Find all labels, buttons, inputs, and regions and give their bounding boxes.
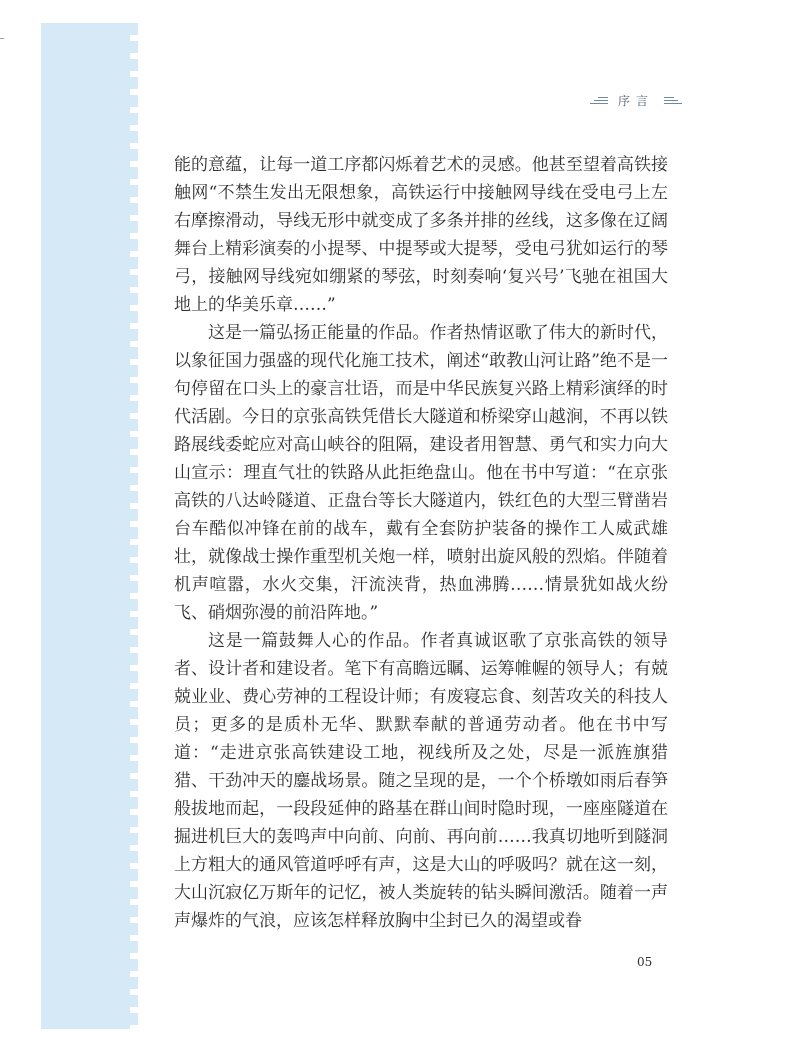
decorative-side-band xyxy=(41,23,130,1029)
paragraph-continued: 能的意蕴，让每一道工序都闪烁着艺术的灵感。他甚至望着高铁接触网“不禁生发出无限想象，高铁运行中接触网导线在受电弓上左右摩擦滑动，导线无形中就变成了多条并排的丝线，这多像在辽阔舞台上精彩演奏的小提琴、中提琴或大提琴，受电弓犹如运行的琴弓，接触网导线宛如绷紧的琴弦，时刻奏响‘复兴号’飞驰在祖国大地上的华美乐章……” xyxy=(174,155,668,315)
header-rule-left-icon xyxy=(590,97,608,104)
header-rule-right-icon xyxy=(664,97,682,104)
paragraph: 这是一篇弘扬正能量的作品。作者热情讴歌了伟大的新时代，以象征国力强盛的现代化施工技术，阐述“敢教山河让路”绝不是一句停留在口头上的豪言壮语，而是中华民族复兴路上精彩演绎的时代活剧。今日的京张高铁凭借长大隧道和桥梁穿山越涧，不再以铁路展线委蛇应对高山峡谷的阻隔，建设者用智慧、勇气和实力向大山宣示：理直气壮的铁路从此拒绝盘山。他在书中写道：“在京张高铁的八达岭隧道、正盘台等长大隧道内，铁红色的大型三臂凿岩台车酷似冲锋在前的战车，戴有全套防护装备的操作工人威武雄壮，就像战士操作重型机关炮一样，喷射出旋风般的烈焰。伴随着机声喧嚣，水火交集，汗流浃背，热血沸腾……情景犹如战火纷飞、硝烟弥漫的前沿阵地。” xyxy=(174,323,668,623)
section-title: 序言 xyxy=(618,93,655,108)
crop-mark xyxy=(0,38,4,39)
body-text xyxy=(174,151,668,935)
paragraph: 这是一篇鼓舞人心的作品。作者真诚讴歌了京张高铁的领导者、设计者和建设者。笔下有高瞻远瞩、运筹帷幄的领导人；有兢兢业业、费心劳神的工程设计师；有废寝忘食、刻苦攻关的科技人员；更多的是质朴无华、默默奉献的普通劳动者。他在书中写道：“走进京张高铁建设工地，视线所及之处，尽是一派旌旗猎猎、干劲冲天的鏖战场景。随之呈现的是，一个个桥墩如雨后春笋般拔地而起，一段段延伸的路基在群山间时隐时现，一座座隧道在掘进机巨大的轰鸣声中向前、向前、再向前……我真切地听到隧洞上方粗大的通风管道呼呼有声，这是大山的呼吸吗？就在这一刻，大山沉寂亿万斯年的记忆，被人类旋转的钻头瞬间激活。随着一声声爆炸的气浪，应该怎样释放胸中尘封已久的渴望或眷 xyxy=(174,631,668,931)
decorative-band-teeth xyxy=(130,23,138,1029)
page-number: 05 xyxy=(637,955,653,969)
running-header xyxy=(590,92,682,108)
